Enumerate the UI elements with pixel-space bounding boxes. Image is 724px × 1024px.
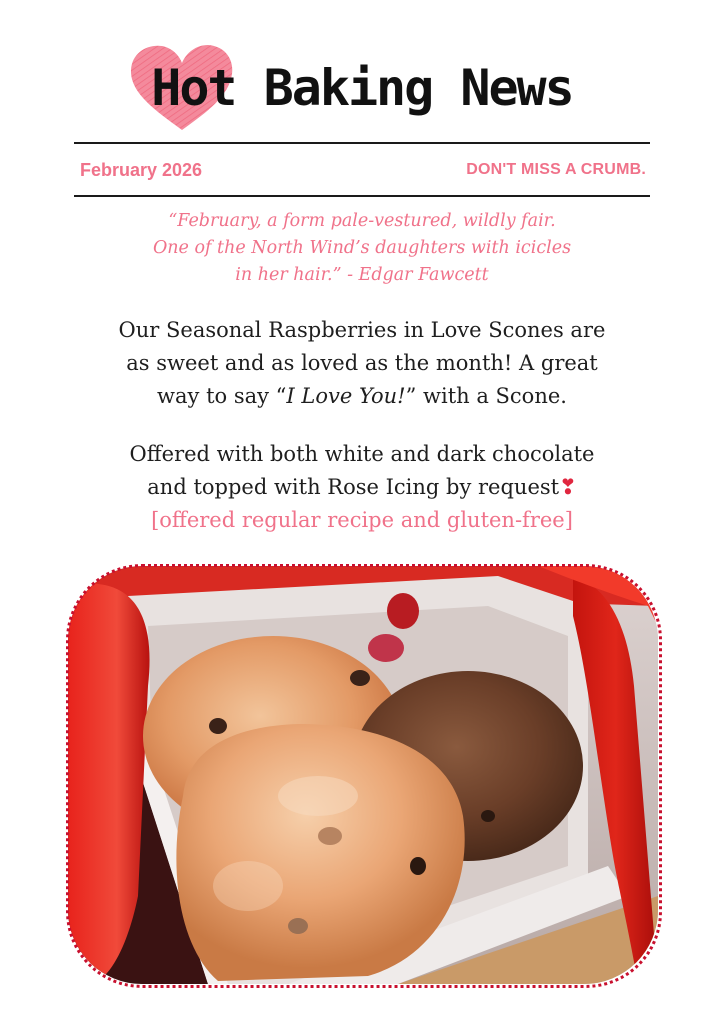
- paragraph-line: [30, 471, 694, 504]
- quote-line: in her hair.” - Edgar Fawcett: [235, 265, 489, 285]
- quote-line: “February, a form pale-vestured, wildly fair.: [168, 211, 556, 231]
- heart-exclamation-icon: ❣: [559, 475, 577, 499]
- masthead: [0, 40, 724, 135]
- text-span: way to say “: [157, 384, 287, 408]
- quote-line: One of the North Wind’s daughters with icicles: [152, 238, 572, 258]
- scones-illustration: [68, 566, 658, 984]
- paragraph-line: Offered with both white and dark chocolate: [129, 442, 595, 466]
- offer-paragraph: [30, 438, 694, 537]
- text-span: and topped with Rose Icing by request: [147, 475, 560, 499]
- tagline: DON'T MISS A CRUMB.: [466, 161, 646, 178]
- scones-photo: [68, 566, 658, 984]
- bottom-divider: [74, 195, 650, 197]
- dateline: [80, 158, 646, 182]
- title-highlight: Hot: [151, 59, 236, 117]
- title-rest: Baking News: [235, 59, 573, 117]
- issue-date: February 2026: [80, 159, 203, 180]
- paragraph-line: as sweet and as loved as the month! A great: [126, 351, 598, 375]
- page-title: [0, 58, 724, 118]
- epigraph-quote: [40, 208, 684, 289]
- top-divider: [74, 142, 650, 144]
- dietary-note: [offered regular recipe and gluten-free]: [151, 508, 573, 532]
- paragraph-line: [30, 380, 694, 413]
- emphasis-text: I Love You!: [286, 384, 406, 408]
- intro-paragraph: [30, 314, 694, 413]
- text-span: ” with a Scone.: [405, 384, 567, 408]
- paragraph-line: Our Seasonal Raspberries in Love Scones are: [118, 318, 606, 342]
